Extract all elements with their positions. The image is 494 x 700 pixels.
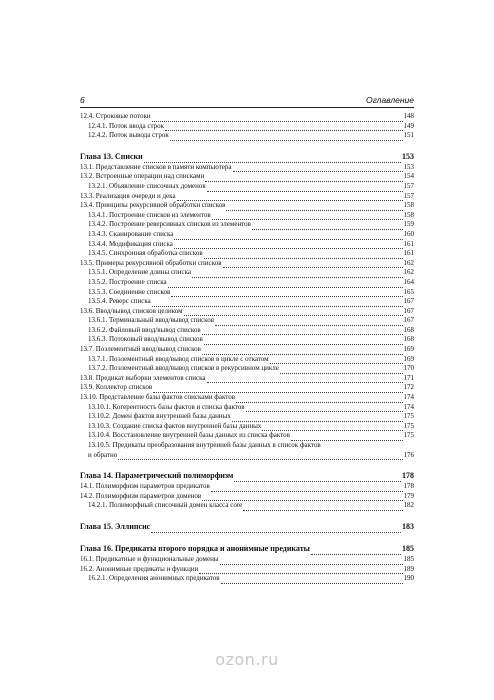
toc-page-number: 153 (402, 151, 414, 161)
toc-entry-title: 13.5.2. Построение списка (88, 277, 167, 286)
dot-leader (221, 577, 403, 584)
toc-entry-title: 13.9. Коллектор списков (80, 383, 153, 392)
dot-leader (207, 185, 403, 192)
toc-page-number: 169 (403, 345, 414, 354)
toc-entry[interactable] (80, 240, 414, 250)
dot-leader (171, 290, 402, 297)
toc-entry[interactable] (80, 565, 414, 575)
toc-spacer (80, 141, 414, 151)
toc-page-number: 158 (403, 201, 414, 210)
toc-page-number: 149 (403, 121, 414, 130)
dot-leader (192, 271, 402, 278)
dot-leader (204, 338, 403, 345)
toc-page-number: 168 (403, 325, 414, 334)
toc-page-number: 185 (402, 543, 414, 553)
toc-page-number: 172 (403, 383, 414, 392)
toc-entry[interactable] (80, 192, 414, 202)
dot-leader (202, 348, 403, 355)
toc-entry[interactable] (80, 574, 414, 584)
toc-page-number: 174 (403, 402, 414, 411)
toc-page-number: 178 (403, 482, 414, 491)
dot-leader (280, 367, 403, 374)
toc-entry-title: 13.4. Принципы рекурсивной обработки списков (80, 201, 226, 210)
toc-entry-title: 13.1. Представление списков в памяти компьютера (80, 162, 232, 171)
toc-entry[interactable] (80, 201, 414, 211)
toc-page-number: 158 (403, 210, 414, 219)
toc-page-number: 162 (403, 258, 414, 267)
toc-entry-title: и обратно (88, 450, 118, 459)
dot-leader (311, 548, 401, 555)
toc-page-number: 190 (403, 574, 414, 583)
toc-page-number: 167 (403, 306, 414, 315)
page-number: 6 (80, 95, 85, 105)
toc-page-number: 162 (403, 268, 414, 277)
toc-entry[interactable] (80, 412, 414, 422)
toc-entry-title: 13.2. Встроенные операции над списками (80, 172, 205, 181)
dot-leader (165, 124, 402, 131)
toc-entry[interactable] (80, 316, 414, 326)
toc-page-number: 168 (403, 335, 414, 344)
dot-leader (204, 252, 403, 259)
toc-entry[interactable] (80, 492, 414, 502)
toc-entry-title: 13.7.2. Поэлементный ввод/вывод списков в рекурсивном цикле (88, 364, 279, 373)
toc-entry-title: 13.10.5. Предикаты преобразования внутренней базы данных в список фактов (88, 441, 321, 449)
toc-page-number: 169 (403, 354, 414, 363)
page-header (80, 93, 414, 108)
dot-leader (118, 453, 402, 460)
dot-leader (202, 494, 402, 501)
toc-entry[interactable] (80, 230, 414, 240)
dot-leader (246, 405, 403, 412)
toc-entry-title: 12.4. Строковые потоки (80, 112, 151, 120)
watermark: ozon.ru (215, 650, 279, 669)
dot-leader (151, 526, 401, 533)
toc-entry-title: 13.4.4. Модификация списка (88, 239, 173, 248)
toc-entry-title: 13.5.1. Определение длины списка (88, 268, 192, 277)
toc-entry-title: 13.8. Предикат выборки элементов списка (80, 373, 206, 382)
toc-entry[interactable] (80, 112, 414, 122)
toc-entry[interactable] (80, 259, 414, 269)
toc-entry-title: 16.2.1. Определения анонимных предикатов (88, 574, 220, 583)
dot-leader (223, 261, 403, 268)
dot-leader (202, 328, 403, 335)
toc-page-number: 171 (403, 373, 414, 382)
dot-leader (152, 115, 403, 122)
toc-entry[interactable] (80, 555, 414, 565)
toc-entry[interactable] (80, 451, 414, 461)
toc-page-number: 157 (403, 181, 414, 190)
toc-entry[interactable] (80, 364, 414, 374)
toc-page-number: 179 (403, 491, 414, 500)
dot-leader (207, 376, 403, 383)
toc-entry-title: 13.2.1. Объявление списочных доменов (88, 181, 206, 190)
toc-entry[interactable] (80, 374, 414, 384)
toc-entry-title: 16.1. Предикатные и функциональные домены (80, 554, 219, 563)
toc-entry[interactable] (80, 163, 414, 173)
toc-entry-title: 13.10.4. Восстановление внутренней базы данных из списка фактов (88, 431, 290, 440)
toc-entry-title: 14.2. Полиморфизм параметров доменов (80, 491, 202, 500)
dot-leader (226, 204, 402, 211)
dot-leader (177, 194, 403, 201)
toc-entry[interactable] (80, 501, 414, 511)
dot-leader (220, 558, 403, 565)
toc-entry[interactable] (80, 431, 414, 441)
toc-entry[interactable] (80, 182, 414, 192)
dot-leader (144, 156, 401, 163)
toc-entry[interactable] (80, 355, 414, 365)
toc-page-number: 165 (403, 287, 414, 296)
dot-leader (184, 309, 403, 316)
toc-entry[interactable] (80, 211, 414, 221)
running-title: Оглавление (365, 95, 414, 105)
toc-entry-title: 13.10.2. Домен фактов внутренней базы данных (88, 412, 231, 421)
toc-spacer (80, 511, 414, 521)
toc-entry-title: 13.10.1. Когерентность базы фактов и списка фактов (88, 402, 245, 411)
toc-page-number: 164 (403, 277, 414, 286)
toc-entry[interactable] (80, 249, 414, 259)
toc-chapter[interactable] (80, 521, 414, 533)
toc-entry[interactable] (80, 297, 414, 307)
toc-entry-title: 13.10. Представление базы фактов списками фактов (80, 393, 236, 402)
dot-leader (168, 281, 403, 288)
toc-entry[interactable] (80, 482, 414, 492)
toc-page-number: 157 (403, 191, 414, 200)
toc-entry-title: 13.5. Примеры рекурсивной обработки списков (80, 258, 222, 267)
dot-leader (215, 319, 402, 326)
toc-entry[interactable] (80, 288, 414, 298)
toc-entry[interactable] (80, 220, 414, 230)
dot-leader (174, 233, 402, 240)
toc-entry[interactable] (80, 172, 414, 182)
dot-leader (211, 485, 403, 492)
toc-page-number: 175 (403, 421, 414, 430)
toc-spacer (80, 533, 414, 543)
toc-entry-continued[interactable] (80, 441, 414, 451)
toc-entry[interactable] (80, 403, 414, 413)
dot-leader (291, 434, 403, 441)
dot-leader (236, 396, 402, 403)
toc-entry[interactable] (80, 278, 414, 288)
toc-entry-title: Глава 14. Параметрический полиморфизм (80, 471, 234, 481)
dot-leader (270, 357, 403, 364)
toc-entry[interactable] (80, 326, 414, 336)
toc-entry-title: 13.6.1. Терминальный ввод/вывод списков (88, 316, 215, 325)
toc-entry[interactable] (80, 393, 414, 403)
toc-entry[interactable] (80, 268, 414, 278)
toc-page-number: 176 (403, 450, 414, 459)
toc-page-number: 160 (403, 229, 414, 238)
table-of-contents (80, 112, 414, 584)
toc-page-number: 182 (403, 501, 414, 510)
toc-entry-title: 13.10.3. Создание списка фактов внутренней базы данных (88, 421, 262, 430)
toc-page-number: 185 (403, 554, 414, 563)
dot-leader (174, 242, 403, 249)
toc-page-number: 159 (403, 220, 414, 229)
toc-chapter[interactable] (80, 470, 414, 482)
toc-spacer (80, 460, 414, 470)
toc-entry-title: 13.6.3. Потоковый ввод/вывод списков (88, 335, 203, 344)
dot-leader (232, 415, 403, 422)
toc-page-number: 148 (403, 112, 414, 120)
toc-entry-title: 13.4.5. Синхронная обработка списков (88, 249, 203, 258)
toc-entry-title: Глава 16. Предикаты второго порядка и анонимные предикаты (80, 543, 310, 553)
toc-entry-title: 13.6.2. Файловый ввод/вывод списков (88, 325, 201, 334)
toc-entry-title: 13.3. Реализация очереди и дека (80, 191, 176, 200)
toc-entry[interactable] (80, 345, 414, 355)
toc-entry-title: 13.7. Поэлементный ввод/вывод списков (80, 345, 201, 354)
toc-page-number: 161 (403, 249, 414, 258)
toc-chapter[interactable] (80, 543, 414, 555)
toc-page-number: 167 (403, 316, 414, 325)
toc-page-number: 175 (403, 412, 414, 421)
toc-entry-title: 13.4.3. Сканирование списка (88, 229, 174, 238)
toc-entry[interactable] (80, 122, 414, 132)
toc-page-number: 174 (403, 393, 414, 402)
toc-entry[interactable] (80, 422, 414, 432)
dot-leader (212, 213, 403, 220)
toc-page-number: 153 (403, 162, 414, 171)
toc-page-number: 154 (403, 172, 414, 181)
dot-leader (234, 475, 401, 482)
toc-page-number: 178 (402, 471, 414, 481)
toc-page-number: 183 (402, 521, 414, 531)
toc-entry[interactable] (80, 307, 414, 317)
toc-entry-title: 13.5.3. Соединение списков (88, 287, 171, 296)
toc-entry[interactable] (80, 383, 414, 393)
toc-entry-title: 13.5.4. Реверс списка (88, 297, 151, 306)
toc-entry-title: Глава 13. Списки (80, 151, 143, 161)
toc-chapter[interactable] (80, 151, 414, 163)
dot-leader (252, 223, 403, 230)
dot-leader (233, 165, 403, 172)
dot-leader (205, 175, 402, 182)
toc-entry-title: 13.4.1. Построение списков из элементов (88, 210, 211, 219)
toc-page-number: 175 (403, 431, 414, 440)
toc-entry[interactable] (80, 335, 414, 345)
toc-entry-title: 14.1. Полиморфизм параметров предикатов (80, 482, 210, 491)
dot-leader (262, 424, 402, 431)
toc-page-number: 161 (403, 239, 414, 248)
toc-page-number: 170 (403, 364, 414, 373)
toc-entry-title: 12.4.1. Поток ввода строк (88, 121, 165, 130)
toc-entry-title: 14.2.1. Полиморфный списочный домен класса core (88, 501, 243, 510)
toc-entry-title: 12.4.2. Поток вывода строк (88, 131, 169, 140)
dot-leader (153, 386, 402, 393)
dot-leader (170, 134, 403, 141)
toc-entry-title: 13.6. Ввод/вывод списков целиком (80, 306, 183, 315)
dot-leader (199, 567, 402, 574)
toc-page-number: 189 (403, 564, 414, 573)
toc-entry[interactable] (80, 131, 414, 141)
dot-leader (152, 300, 403, 307)
toc-entry-title: 13.7.1. Поэлементный ввод/вывод списков в цикле с откатом (88, 354, 269, 363)
dot-leader (243, 504, 402, 511)
toc-entry-title: 16.2. Анонимные предикаты и функции (80, 564, 199, 573)
toc-page-number: 167 (403, 297, 414, 306)
toc-entry-title: Глава 15. Эллипсис (80, 521, 151, 531)
toc-entry-title: 13.4.2. Построение реверсивных списков из элементов (88, 220, 251, 229)
toc-page-number: 151 (403, 131, 414, 140)
